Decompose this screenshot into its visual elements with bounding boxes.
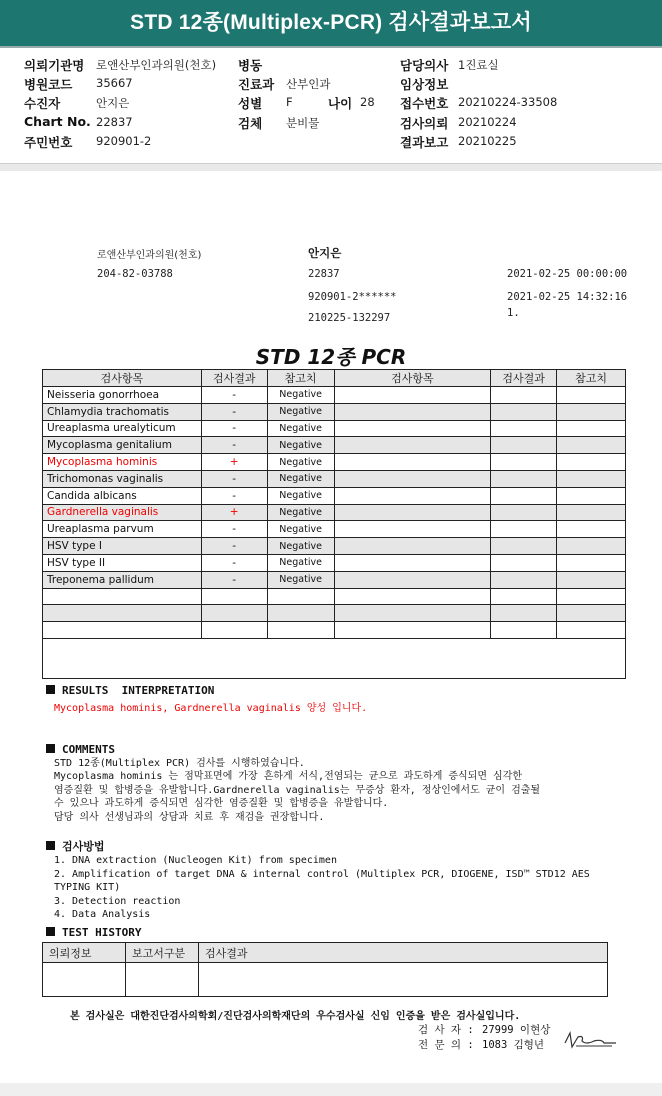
test-result: -: [201, 571, 267, 588]
table-row: [43, 622, 626, 639]
reference-value: Negative: [267, 571, 334, 588]
method-line: TYPING KIT): [54, 882, 121, 894]
reference-value: Negative: [267, 554, 334, 571]
bullet-square: [46, 685, 55, 694]
history-cell: [199, 963, 608, 997]
method-line: 4. Data Analysis: [54, 909, 151, 921]
reference-value: Negative: [267, 504, 334, 521]
test-item-name: [334, 454, 491, 471]
method-line: 2. Amplification of target DNA & internal control (Multiplex PCR, DIOGENE, ISD™ STD12 AES: [54, 868, 590, 880]
reference-value: [557, 588, 626, 605]
reference-value: [557, 387, 626, 404]
doc-chart-no: 22837: [308, 268, 340, 280]
table-row: [43, 521, 626, 538]
reference-value: Negative: [267, 470, 334, 487]
history-row: [43, 963, 608, 997]
test-result: [491, 470, 557, 487]
reference-value: [557, 554, 626, 571]
doctor-label: 담당의사: [400, 58, 449, 73]
test-item-name: Mycoplasma genitalium: [43, 437, 202, 454]
bottom-band: [0, 1083, 662, 1096]
interpretation-heading: [46, 684, 214, 697]
pcr-title: STD 12종 PCR: [255, 345, 407, 369]
reference-value: [557, 487, 626, 504]
rrn-value: 920901-2: [96, 134, 152, 148]
doc-patient-name: 안지은: [308, 246, 342, 260]
header-result: 검사결과: [201, 370, 267, 387]
test-result: [491, 454, 557, 471]
test-item-name: [334, 504, 491, 521]
sex-value: F: [286, 95, 293, 109]
sex-label: 성별: [238, 96, 263, 111]
department-label: 진료과: [238, 77, 275, 92]
test-item-name: HSV type I: [43, 538, 202, 555]
test-item-name: Candida albicans: [43, 487, 202, 504]
table-row: [43, 504, 626, 521]
test-item-name: [334, 403, 491, 420]
test-item-name: Neisseria gonorrhoea: [43, 387, 202, 404]
history-heading: [46, 926, 141, 939]
header-result-2: 검사결과: [491, 370, 557, 387]
expert-label: 전 문 의 :: [418, 1039, 474, 1051]
test-result: [491, 504, 557, 521]
reference-value: [557, 403, 626, 420]
reference-value: [557, 454, 626, 471]
reference-value: [267, 605, 334, 622]
interpretation-heading-text: RESULTS INTERPRETATION: [62, 684, 215, 697]
test-item-name: [334, 571, 491, 588]
method-heading-text: 검사방법: [62, 840, 105, 853]
report-title: STD 12종(Multiplex-PCR) 검사결과보고서: [0, 0, 662, 46]
test-item-name: [334, 437, 491, 454]
test-result: [491, 571, 557, 588]
test-result: [491, 538, 557, 555]
reference-value: Negative: [267, 487, 334, 504]
test-item-name: Trichomonas vaginalis: [43, 470, 202, 487]
test-item-name: HSV type II: [43, 554, 202, 571]
table-row: [43, 403, 626, 420]
patient-info-panel: [0, 54, 662, 164]
interpretation-text: Mycoplasma hominis, Gardnerella vaginalis 양성 입니다.: [54, 703, 368, 714]
header-test-item-2: 검사항목: [334, 370, 491, 387]
comments-heading-text: COMMENTS: [62, 743, 115, 756]
test-item-name: Treponema pallidum: [43, 571, 202, 588]
table-row-blank: [43, 638, 626, 678]
test-result: [491, 437, 557, 454]
reference-value: Negative: [267, 437, 334, 454]
clinical-info-label: 임상정보: [400, 77, 449, 92]
test-result: -: [201, 521, 267, 538]
test-result: [491, 554, 557, 571]
test-item-name: [334, 521, 491, 538]
bullet-square: [46, 744, 55, 753]
reference-value: [557, 521, 626, 538]
test-item-name: [334, 554, 491, 571]
test-item-name: [334, 420, 491, 437]
table-row: [43, 538, 626, 555]
reference-value: [557, 420, 626, 437]
test-result: [491, 487, 557, 504]
hospital-code-label: 병원코드: [24, 77, 73, 92]
table-row: [43, 588, 626, 605]
reference-value: [557, 470, 626, 487]
report-date-label: 결과보고: [400, 135, 449, 150]
test-item-name: [43, 588, 202, 605]
test-result: -: [201, 420, 267, 437]
test-result: -: [201, 387, 267, 404]
reference-value: [557, 437, 626, 454]
test-result: -: [201, 403, 267, 420]
doc-sample-no: 210225-132297: [308, 312, 391, 324]
history-header-report-type: 보고서구분: [126, 943, 199, 963]
test-result: [491, 387, 557, 404]
test-item-name: [334, 588, 491, 605]
rrn-label: 주민번호: [24, 135, 73, 150]
test-item-name: [334, 538, 491, 555]
history-cell: [126, 963, 199, 997]
reference-value: Negative: [267, 403, 334, 420]
reference-value: Negative: [267, 420, 334, 437]
comments-heading: [46, 743, 115, 756]
report-date-value: 20210225: [458, 134, 517, 148]
test-result: [201, 622, 267, 639]
history-table: [42, 942, 608, 997]
table-row: [43, 470, 626, 487]
age-value: 28: [360, 95, 375, 109]
table-row: [43, 571, 626, 588]
comment-line: 수 있으나 과도하게 증식되면 심각한 염증질환 및 합병증을 유발합니다.: [54, 798, 389, 810]
title-divider: [0, 46, 662, 48]
test-result: [491, 403, 557, 420]
reference-value: [557, 605, 626, 622]
chart-no-label: Chart No.: [24, 114, 91, 129]
tester-label: 검 사 자 :: [418, 1024, 474, 1036]
institution-label: 의뢰기관명: [24, 58, 85, 73]
reference-value: Negative: [267, 521, 334, 538]
tester-value: 27999 이현상: [482, 1024, 551, 1036]
history-header-request: 의뢰정보: [43, 943, 126, 963]
test-item-name: [43, 605, 202, 622]
doctor-value: 1진료실: [458, 58, 499, 72]
test-item-name: [334, 487, 491, 504]
blank-cell: [43, 638, 626, 678]
bullet-square: [46, 927, 55, 936]
clinic-reg-no: 204-82-03788: [97, 268, 173, 280]
test-item-name: Chlamydia trachomatis: [43, 403, 202, 420]
institution-value: 로앤산부인과의원(천호): [96, 58, 217, 72]
history-header-result: 검사결과: [199, 943, 608, 963]
specimen-label: 검체: [238, 116, 263, 131]
test-item-name: [334, 622, 491, 639]
ward-label: 병동: [238, 58, 263, 73]
test-result: [491, 588, 557, 605]
test-item-name: [43, 622, 202, 639]
doc-rrn: 920901-2******: [308, 291, 397, 303]
table-row: [43, 454, 626, 471]
hospital-code-value: 35667: [96, 76, 133, 90]
comment-line: STD 12종(Multiplex PCR) 검사를 시행하였습니다.: [54, 758, 305, 769]
reference-value: Negative: [267, 538, 334, 555]
doc-date-1: 2021-02-25 00:00:00: [507, 268, 628, 280]
test-result: -: [201, 538, 267, 555]
test-result: [201, 605, 267, 622]
receipt-no-value: 20210224-33508: [458, 95, 558, 109]
test-item-name: Ureaplasma urealyticum: [43, 420, 202, 437]
test-item-name: Mycoplasma hominis: [43, 454, 202, 471]
test-result: [201, 588, 267, 605]
test-result: -: [201, 554, 267, 571]
reference-value: [557, 571, 626, 588]
table-row: [43, 387, 626, 404]
header-test-item: 검사항목: [43, 370, 202, 387]
test-result: [491, 420, 557, 437]
test-result: +: [201, 454, 267, 471]
comment-line: 염증질환 및 합병증을 유발합니다.Gardnerella vaginalis는 무증상 환자, 정상인에서도 균이 검출될: [54, 784, 541, 796]
request-date-value: 20210224: [458, 115, 517, 129]
age-label: 나이: [328, 96, 353, 111]
table-row: [43, 605, 626, 622]
expert-value: 1083 김형년: [482, 1039, 545, 1051]
history-heading-text: TEST HISTORY: [62, 926, 142, 939]
doc-date-2: 2021-02-25 14:32:16: [507, 291, 628, 303]
signature-image: [562, 1029, 618, 1051]
reference-value: [557, 538, 626, 555]
header-reference: 참고치: [267, 370, 334, 387]
method-line: 3. Detection reaction: [54, 895, 181, 907]
receipt-no-label: 접수번호: [400, 96, 449, 111]
table-row: [43, 487, 626, 504]
reference-value: [267, 588, 334, 605]
test-result: -: [201, 487, 267, 504]
test-item-name: [334, 605, 491, 622]
test-item-name: Ureaplasma parvum: [43, 521, 202, 538]
header-reference-2: 참고치: [557, 370, 626, 387]
test-result: -: [201, 470, 267, 487]
results-header-row: [43, 370, 626, 387]
reference-value: [267, 622, 334, 639]
reference-value: [557, 622, 626, 639]
table-row: [43, 437, 626, 454]
request-date-label: 검사의뢰: [400, 116, 449, 131]
test-result: +: [201, 504, 267, 521]
specimen-value: 분비물: [286, 116, 320, 130]
history-cell: [43, 963, 126, 997]
history-header-row: [43, 943, 608, 963]
table-row: [43, 554, 626, 571]
reference-value: Negative: [267, 387, 334, 404]
test-item-name: [334, 470, 491, 487]
results-table: [42, 369, 626, 679]
chart-no-value: 22837: [96, 115, 133, 129]
report-document: [0, 171, 662, 1081]
comment-line: Mycoplasma hominis 는 점막표면에 가장 흔하게 서식,전염되는 균으로 과도하게 증식되면 심각한: [54, 771, 523, 783]
department-value: 산부인과: [286, 77, 331, 91]
results-body: [43, 387, 626, 679]
header-separator: [0, 163, 662, 171]
test-result: -: [201, 437, 267, 454]
table-row: [43, 420, 626, 437]
comment-line: 담당 의사 선생님과의 상담과 치료 후 재검을 권장합니다.: [54, 811, 325, 823]
test-result: [491, 622, 557, 639]
doc-date-2-cont: 1.: [507, 307, 520, 319]
bullet-square: [46, 841, 55, 850]
method-heading: [46, 838, 105, 854]
test-item-name: [334, 387, 491, 404]
test-item-name: Gardnerella vaginalis: [43, 504, 202, 521]
test-result: [491, 521, 557, 538]
patient-label: 수진자: [24, 96, 61, 111]
patient-value: 안지은: [96, 96, 130, 110]
certification-note: 본 검사실은 대한진단검사의학회/진단검사의학재단의 우수검사실 신임 인증을 받은 검사실입니다.: [70, 1011, 521, 1022]
method-line: 1. DNA extraction (Nucleogen Kit) from specimen: [54, 855, 337, 866]
clinic-name: 로앤산부인과의원(천호): [97, 250, 202, 261]
reference-value: [557, 504, 626, 521]
test-result: [491, 605, 557, 622]
reference-value: Negative: [267, 454, 334, 471]
